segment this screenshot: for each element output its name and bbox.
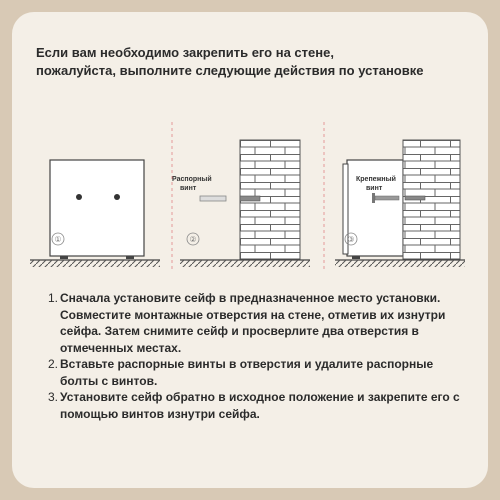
heading-line-1: Если вам необходимо закрепить его на стене, [36,45,334,60]
panel-1-number: ① [54,235,62,244]
step-3 [48,389,468,422]
floor-hatch-1 [30,260,160,267]
step-3-text: Установите сейф обратно в исходное положение и закрепите его с помощью винтов изнутри сейфа. [60,390,460,421]
safe-side [347,160,403,256]
expansion-screw-label-line-1: Распорный [172,176,212,183]
fixing-screw-label-line-2: винт [366,185,383,192]
step-1-text: Сначала установите сейф в предназначенное место установки. Совместите монтажные отверстия на стене, отметив их изнутри сейфа. Затем снимите сейф и просверлите два отверстия в отмеченных местах. [60,291,446,355]
floor-hatch-3 [335,260,465,267]
instruction-steps [48,290,468,422]
panel-1 [30,160,160,267]
panel-3 [335,140,465,267]
safe-front [50,160,144,256]
expansion-screw-icon [200,196,260,201]
floor-hatch-2 [180,260,310,267]
step-2-text: Вставьте распорные винты в отверстия и удалите распорные болты с винтов. [60,357,434,388]
safe-foot-3 [352,256,360,259]
fixing-screw-label-line-1: Крепежный [356,176,396,183]
mount-hole-right [114,194,120,200]
mount-hole-left [76,194,82,200]
step-3-number: 3. [48,390,59,404]
step-2 [48,356,468,389]
safe-foot-left [60,256,68,259]
step-1 [48,290,468,356]
panel-2 [172,140,310,267]
expansion-screw-label-line-2: винт [180,185,197,192]
panel-2-number: ② [189,235,197,244]
safe-foot-right [126,256,134,259]
heading-line-2: пожалуйста, выполните следующие действия по установке [36,63,424,78]
step-2-number: 2. [48,357,59,371]
panel-3-number: ③ [347,235,355,244]
step-1-number: 1. [48,291,59,305]
